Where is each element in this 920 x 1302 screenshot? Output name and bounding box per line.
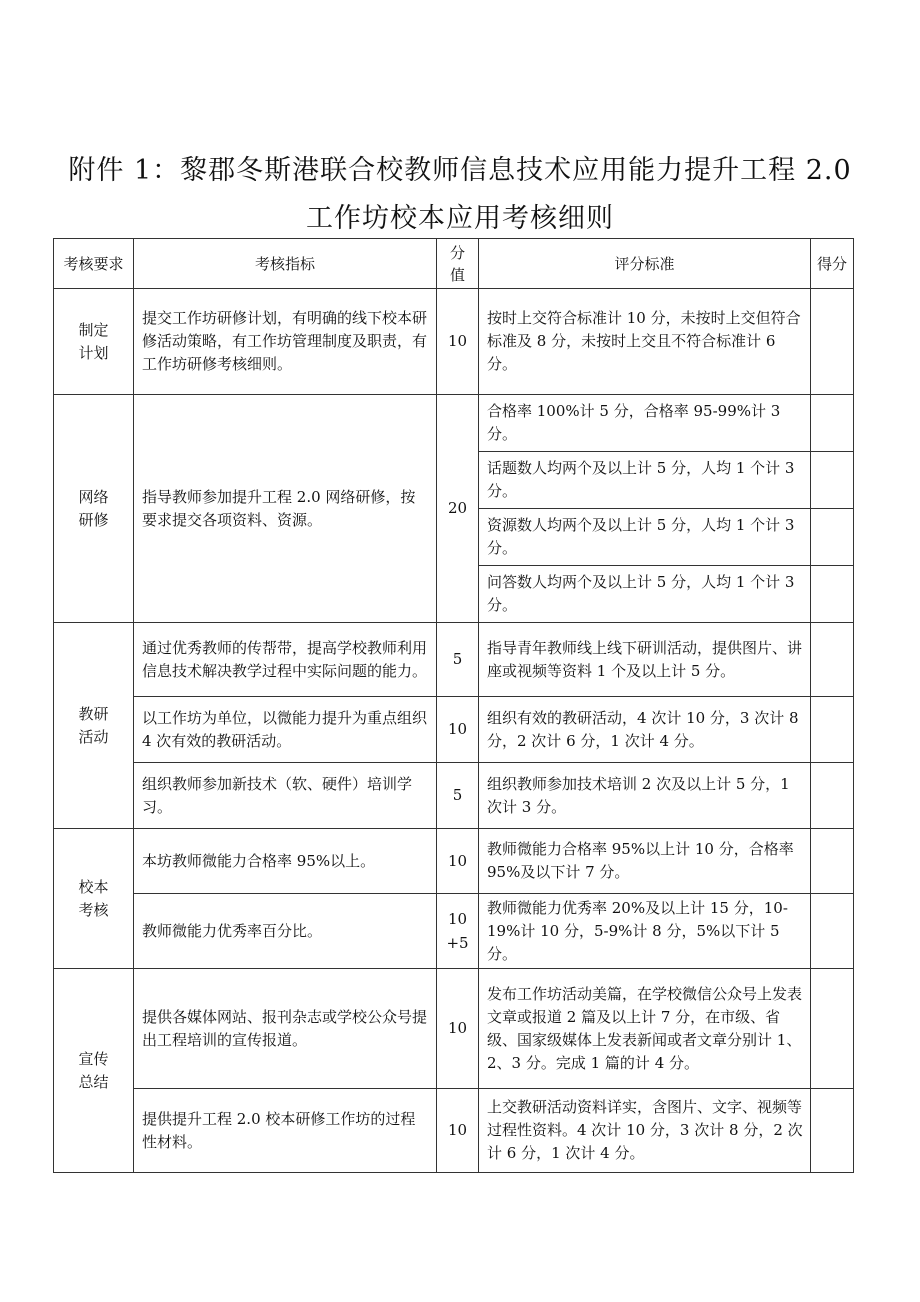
points-cell[interactable] [811,697,854,763]
table-row [54,894,854,969]
indicator-cell: 以工作坊为单位，以微能力提升为重点组织 4 次有效的教研活动。 [134,697,437,763]
requirement-cell: 网络研修 [54,395,134,623]
table-row [54,623,854,697]
standard-cell: 合格率 100%计 5 分，合格率 95-99%计 3 分。 [479,395,811,452]
table-row [54,829,854,894]
points-cell[interactable] [811,623,854,697]
points-cell[interactable] [811,829,854,894]
indicator-cell: 提供各媒体网站、报刊杂志或学校公众号提出工程培训的宣传报道。 [134,969,437,1089]
score-cell: 10 +5 [437,894,479,969]
header-score: 分值 [437,239,479,289]
header-standard: 评分标准 [479,239,811,289]
score-cell: 5 [437,623,479,697]
score-cell: 20 [437,395,479,623]
score-cell: 5 [437,763,479,829]
table-row [54,395,854,452]
table-row [54,1089,854,1173]
requirement-cell: 校本考核 [54,829,134,969]
header-indicator: 考核指标 [134,239,437,289]
assessment-table [53,238,854,1173]
points-cell[interactable] [811,452,854,509]
standard-cell: 资源数人均两个及以上计 5 分，人均 1 个计 3 分。 [479,509,811,566]
standard-cell: 问答数人均两个及以上计 5 分，人均 1 个计 3 分。 [479,566,811,623]
points-cell[interactable] [811,894,854,969]
table-row [54,763,854,829]
indicator-cell: 本坊教师微能力合格率 95%以上。 [134,829,437,894]
indicator-cell: 教师微能力优秀率百分比。 [134,894,437,969]
points-cell[interactable] [811,509,854,566]
indicator-cell: 通过优秀教师的传帮带，提高学校教师利用信息技术解决教学过程中实际问题的能力。 [134,623,437,697]
points-cell[interactable] [811,566,854,623]
indicator-cell: 提交工作坊研修计划，有明确的线下校本研修活动策略，有工作坊管理制度及职责，有工作坊研修考核细则。 [134,289,437,395]
requirement-cell: 宣传总结 [54,969,134,1173]
table-row [54,969,854,1089]
standard-cell: 组织教师参加技术培训 2 次及以上计 5 分，1 次计 3 分。 [479,763,811,829]
indicator-cell: 组织教师参加新技术（软、硬件）培训学习。 [134,763,437,829]
points-cell[interactable] [811,1089,854,1173]
standard-cell: 指导青年教师线上线下研训活动，提供图片、讲座或视频等资料 1 个及以上计 5 分。 [479,623,811,697]
indicator-cell: 提供提升工程 2.0 校本研修工作坊的过程性材料。 [134,1089,437,1173]
points-cell[interactable] [811,289,854,395]
document-title-line-1: 附件 1：黎郡冬斯港联合校教师信息技术应用能力提升工程 2.0 [68,155,852,186]
standard-cell: 教师微能力优秀率 20%及以上计 15 分，10-19%计 10 分，5-9%计 8 分，5%以下计 5 分。 [479,894,811,969]
standard-cell: 话题数人均两个及以上计 5 分，人均 1 个计 3 分。 [479,452,811,509]
requirement-cell: 制定计划 [54,289,134,395]
header-requirement: 考核要求 [54,239,134,289]
score-cell: 10 [437,697,479,763]
table-header-row [54,239,854,289]
score-cell: 10 [437,1089,479,1173]
points-cell[interactable] [811,763,854,829]
requirement-cell: 教研活动 [54,623,134,829]
table-row [54,697,854,763]
standard-cell: 组织有效的教研活动，4 次计 10 分，3 次计 8 分，2 次计 6 分，1 次计 4 分。 [479,697,811,763]
score-cell: 10 [437,829,479,894]
standard-cell: 教师微能力合格率 95%以上计 10 分，合格率 95%及以下计 7 分。 [479,829,811,894]
document-title-line-2: 工作坊校本应用考核细则 [306,203,614,234]
standard-cell: 上交教研活动资料详实，含图片、文字、视频等过程性资料。4 次计 10 分，3 次计 8 分，2 次计 6 分，1 次计 4 分。 [479,1089,811,1173]
points-cell[interactable] [811,395,854,452]
standard-cell: 发布工作坊活动美篇，在学校微信公众号上发表文章或报道 2 篇及以上计 7 分，在市级、省级、国家级媒体上发表新闻或者文章分别计 1、2、3 分。完成 1 篇的计 4 分。 [479,969,811,1089]
table-row [54,289,854,395]
score-cell: 10 [437,289,479,395]
points-cell[interactable] [811,969,854,1089]
score-cell: 10 [437,969,479,1089]
standard-cell: 按时上交符合标准计 10 分，未按时上交但符合标准及 8 分，未按时上交且不符合标准计 6 分。 [479,289,811,395]
header-points: 得分 [811,239,854,289]
indicator-cell: 指导教师参加提升工程 2.0 网络研修，按要求提交各项资料、资源。 [134,395,437,623]
